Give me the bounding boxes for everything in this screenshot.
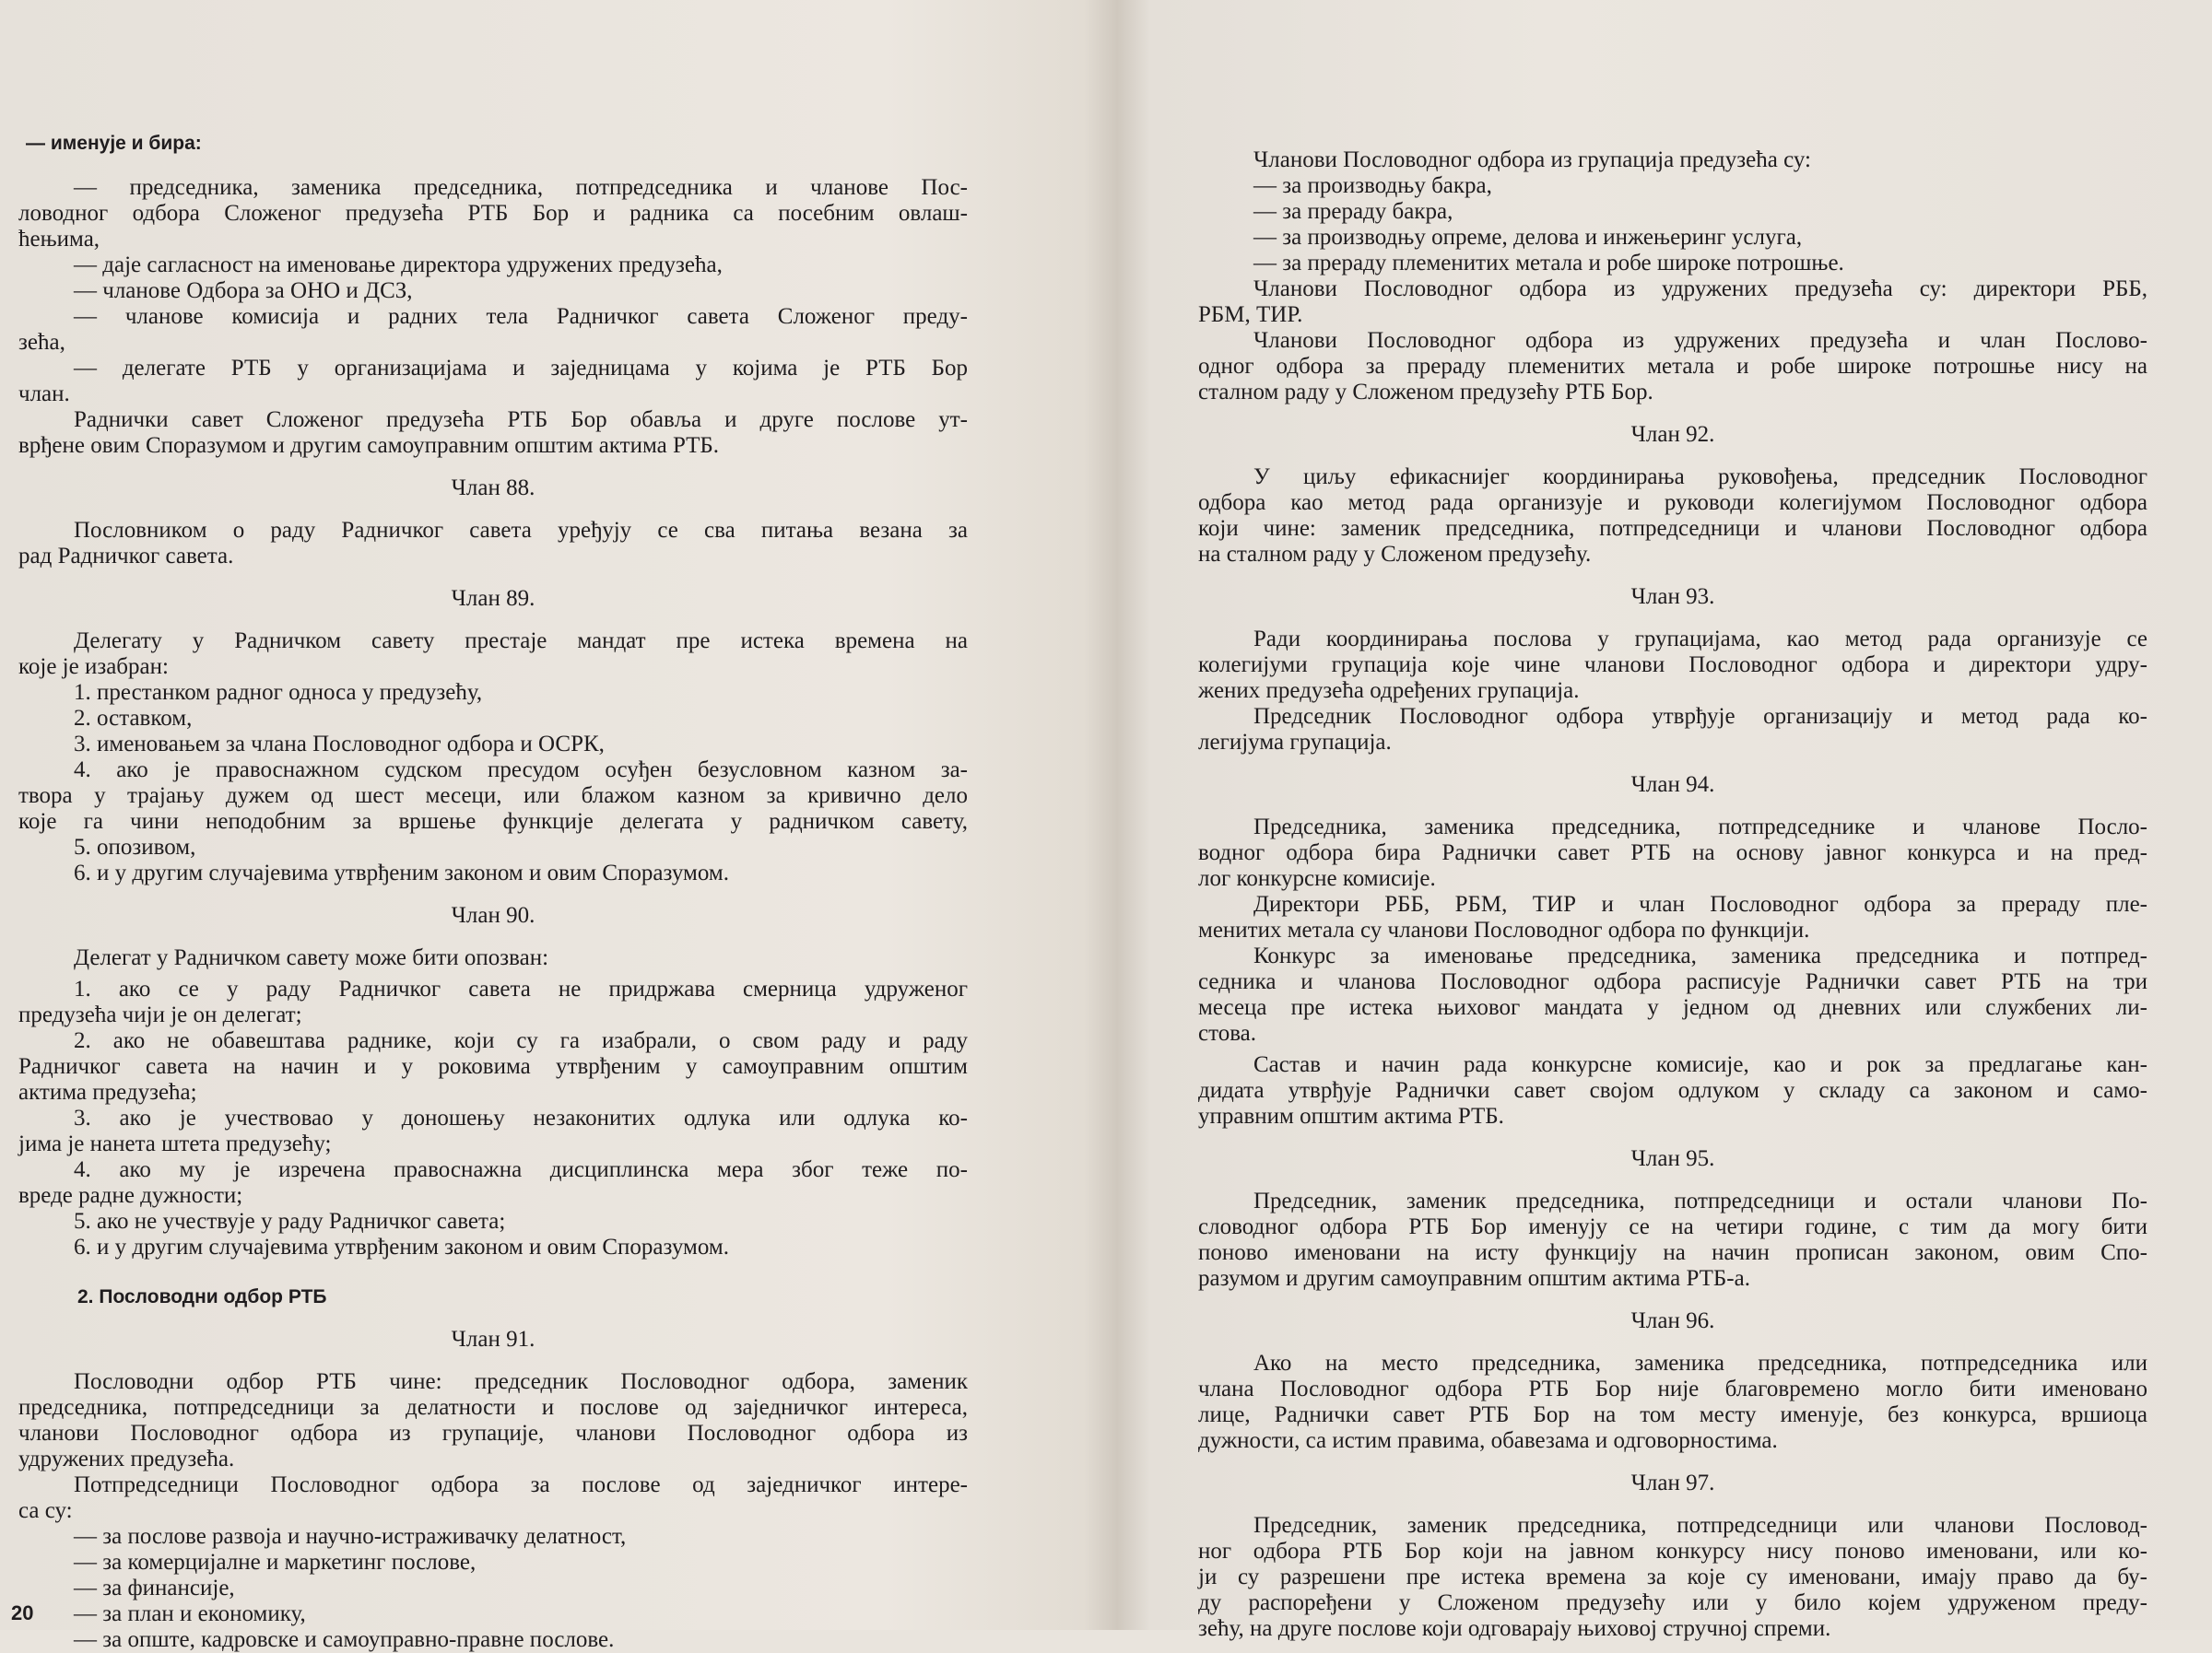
paragraph-94: [1198, 815, 2147, 1130]
article-heading-97: Члан 97.: [1630, 1471, 1715, 1495]
list-item: — за план и економику,: [74, 1601, 306, 1626]
article-heading-96: Члан 96.: [1630, 1308, 1715, 1333]
paragraph-imenuje: [18, 175, 968, 459]
list-item: — за производњу бакра,: [1253, 173, 1492, 198]
text-line: чланови Пословодног одбора из групације, чланови Пословодног одбора из: [18, 1421, 968, 1446]
text-line: седника и чланова Пословодног одбора расписује Раднички савет РТБ на три: [1198, 969, 2147, 994]
text-line: вреде радне дужности;: [18, 1183, 243, 1208]
text-line: ћењима,: [18, 227, 100, 252]
list-item: — за опште, кадровске и самоуправно-правне послове.: [74, 1627, 615, 1652]
section-heading-poslovodni-odbor: 2. Пословодни одбор РТБ: [77, 1286, 327, 1307]
text-line: Пословодни одбор РТБ чине: председник Пословодног одбора, заменик: [74, 1369, 968, 1394]
list-item: 1. ако се у раду Радничког савета не придржава смерница удруженог: [74, 977, 968, 1002]
text-line: ловодног одбора Сложеног предузећа РТБ Бор и радника са посебним овлаш-: [18, 201, 968, 226]
paragraph-91: [18, 1369, 968, 1653]
page-number: 20: [11, 1601, 34, 1624]
article-heading-89: Члан 89.: [451, 586, 535, 611]
paragraph-92: [1198, 464, 2147, 568]
text-line: зећу, на друге послове који одговарају њиховој стручној спреми.: [1198, 1616, 1831, 1641]
text-line: Потпредседници Пословодног одбора за послове од заједничког интере-: [74, 1472, 968, 1497]
list-item: 2. оставком,: [74, 706, 193, 731]
list-item: — за прераду бакра,: [1253, 199, 1453, 224]
article-heading-88: Члан 88.: [451, 475, 535, 500]
text-line: РБМ, ТИР.: [1198, 302, 1303, 327]
text-line: актима предузећа;: [18, 1080, 197, 1105]
article-heading-94: Члан 94.: [1630, 772, 1715, 797]
text-line: рад Радничког савета.: [18, 544, 234, 569]
list-item: — за производњу опреме, делова и инжењеринг услуга,: [1253, 225, 1803, 250]
text-line: Председник Пословодног одбора утврђује организацију и метод рада ко-: [1253, 704, 2147, 729]
text-line: Чланови Пословодног одбора из удружених предузећа су: директори РББ,: [1253, 276, 2147, 301]
text-line: лог конкурсне комисије.: [1198, 866, 1436, 891]
text-line: — председника, заменика председника, потпредседника и чланове Пос-: [74, 175, 968, 200]
text-line: легијума групација.: [1198, 730, 1392, 755]
right-page: [1198, 147, 2147, 1642]
text-line: ду распоређени у Сложеном предузећу или у било којем удруженом преду-: [1198, 1590, 2147, 1615]
text-line: колегијуми групација које чине чланови Пословодног одбора и директори удру-: [1198, 652, 2147, 677]
paragraph-89: [18, 628, 968, 886]
list-item: 5. ако не учествује у раду Радничког савета;: [74, 1209, 506, 1234]
text-line: менитих метала су чланови Пословодног одбора по функцији.: [1198, 918, 1810, 943]
list-item: 4. ако му је изречена правоснажна дисциплинска мера због теже по-: [74, 1157, 968, 1182]
text-line: месеца пре истека њиховог мандата у једном од дневних или службених ли-: [1198, 995, 2147, 1020]
text-line: жених предузећа одређених групација.: [1198, 678, 1580, 703]
list-item: 1. престанком радног односа у предузећу,: [74, 680, 483, 705]
list-item: 2. ако не обавештава раднике, који су га изабрали, о свом раду и раду: [74, 1028, 968, 1053]
list-item: 3. именовањем за члана Пословодног одбора и ОСРК,: [74, 732, 605, 756]
text-line: ји су разрешени пре истека времена за које су именовани, имају право да бу-: [1198, 1565, 2147, 1589]
text-line: члана Пословодног одбора РТБ Бор није благовремено могло бити именовано: [1198, 1377, 2147, 1401]
text-line: — даје сагласност на именовање директора удружених предузећа,: [74, 252, 723, 277]
list-item: 6. и у другим случајевима утврђеним законом и овим Споразумом.: [74, 1235, 729, 1260]
text-line: Ако на место председника, заменика председника, потпредседника или: [1253, 1351, 2147, 1376]
paragraph-97: [1198, 1513, 2147, 1642]
text-line: одбора као метод рада организује и руководи колегијумом Пословодног одбора: [1198, 490, 2147, 515]
text-line: Председник, заменик председника, потпредседници и остали чланови По-: [1253, 1189, 2147, 1213]
text-line: Чланови Пословодног одбора из групација предузећа су:: [1253, 147, 1811, 172]
text-line: председника, потпредседници за делатности и послове од заједничког интереса,: [18, 1395, 968, 1420]
text-line: — чланове Одбора за ОНО и ДСЗ,: [74, 278, 413, 303]
article-heading-95: Члан 95.: [1630, 1146, 1715, 1171]
text-line: словодног одбора РТБ Бор именују се на четири године, с тим да могу бити: [1198, 1214, 2147, 1239]
text-line: Раднички савет Сложеног предузећа РТБ Бор обавља и друге послове ут-: [74, 407, 968, 432]
text-line: поново именовани на исту функцију на начин прописан законом, овим Спо-: [1198, 1240, 2147, 1265]
text-line: Председник, заменик председника, потпредседници или чланови Пословод-: [1253, 1513, 2147, 1538]
article-heading-90: Члан 90.: [451, 903, 535, 928]
text-line: лице, Раднички савет РТБ Бор на том месту именује, без конкурса, вршиоца: [1198, 1402, 2147, 1427]
text-line: У циљу ефикаснијег координирања руковођења, председник Пословодног: [1253, 464, 2147, 489]
text-line: управним општим актима РТБ.: [1198, 1104, 1504, 1129]
text-line: са су:: [18, 1498, 73, 1523]
text-line: — делегате РТБ у организацијама и заједницама у којима је РТБ Бор: [74, 356, 968, 381]
text-line: које га чини неподобним за вршење функције делегата у радничком савету,: [18, 809, 968, 834]
text-line: Председника, заменика председника, потпредседнике и чланове Посло-: [1253, 815, 2147, 839]
text-line: — чланове комисија и радних тела Радничког савета Сложеног преду-: [74, 304, 968, 329]
text-line: Ради координирања послова у групацијама, као метод рада организује се: [1253, 627, 2147, 651]
text-line: Делегату у Радничком савету престаје мандат пре истека времена на: [74, 628, 968, 653]
paragraph-96: [1198, 1351, 2147, 1454]
text-line: Конкурс за именовање председника, заменика председника и потпред-: [1253, 944, 2147, 968]
text-line: врђене овим Споразумом и другим самоуправним општим актима РТБ.: [18, 433, 720, 458]
text-line: јима је нанета штета предузећу;: [18, 1131, 332, 1156]
paragraph-88: [18, 518, 968, 569]
text-line: сталном раду у Сложеном предузећу РТБ Бор.: [1198, 380, 1653, 404]
left-page: [18, 129, 968, 1653]
text-line: Директори РББ, РБМ, ТИР и члан Пословодног одбора за прераду пле-: [1253, 892, 2147, 917]
text-line: које је изабран:: [18, 654, 169, 679]
text-line: удружених предузећа.: [18, 1447, 235, 1471]
list-item: — за послове развоја и научно-истраживачку делатност,: [74, 1524, 627, 1549]
article-heading-91: Члан 91.: [451, 1327, 535, 1352]
text-line: Делегат у Радничком савету може бити опозван:: [74, 945, 549, 970]
paragraph-90: [18, 945, 968, 1260]
text-line: члан.: [18, 381, 70, 406]
text-line: разумом и другим самоуправним општим актима РТБ-а.: [1198, 1266, 1750, 1291]
text-line: Чланови Пословодног одбора из удружених предузећа и члан Пословo-: [1253, 328, 2147, 353]
list-item: 3. ако је учествовао у доношењу незаконитих одлука или одлука ко-: [74, 1106, 968, 1131]
text-line: твора у трајању дужем од шест месеци, или блажом казном за кривично дело: [18, 783, 968, 808]
list-item: 5. опозивом,: [74, 835, 196, 860]
text-line: дужности, са истим правима, обавезама и одговорностима.: [1198, 1428, 1778, 1453]
list-item: 4. ако је правоснажном судском пресудом осуђен безусловном казном за-: [74, 757, 968, 782]
paragraph-93: [1198, 627, 2147, 756]
text-line: стова.: [1198, 1021, 1257, 1046]
article-heading-92: Члан 92.: [1630, 422, 1715, 447]
text-line: зећа,: [18, 330, 65, 355]
article-heading-93: Члан 93.: [1630, 584, 1715, 609]
text-line: одног одбора за прераду племенитих метала и робе широке потрошње нису на: [1198, 354, 2147, 379]
section-heading-imenuje: — именује и бира:: [26, 133, 202, 154]
paragraph-91-continued: [1198, 147, 2147, 405]
paragraph-95: [1198, 1189, 2147, 1292]
text-line: водног одбора бира Раднички савет РТБ на основу јавног конкурса и на пред-: [1198, 840, 2147, 865]
text-line: предузећа чији је он делегат;: [18, 1002, 302, 1027]
text-line: дидата утврђује Раднички савет својом одлуком у складу са законом и само-: [1198, 1078, 2147, 1103]
text-line: Радничког савета на начин и у роковима утврђеним у самоуправним општим: [18, 1054, 968, 1079]
list-item: — за финансије,: [74, 1576, 235, 1600]
text-line: Састав и начин рада конкурсне комисије, као и рок за предлагање кан-: [1253, 1052, 2147, 1077]
list-item: — за прераду племенитих метала и робе широке потрошње.: [1253, 251, 1844, 276]
text-line: који чине: заменик председника, потпредседници и чланови Пословодног одбора: [1198, 516, 2147, 541]
text-line: на сталном раду у Сложеном предузећу.: [1198, 542, 1592, 567]
list-item: 6. и у другим случајевима утврђеним законом и овим Споразумом.: [74, 861, 729, 885]
list-item: — за комерцијалне и маркетинг послове,: [74, 1550, 477, 1575]
text-line: ног одбора РТБ Бор који на јавном конкурсу нису поново именовани, или ко-: [1198, 1539, 2147, 1564]
text-line: Пословником о раду Радничког савета уређују се сва питања везана за: [74, 518, 968, 543]
